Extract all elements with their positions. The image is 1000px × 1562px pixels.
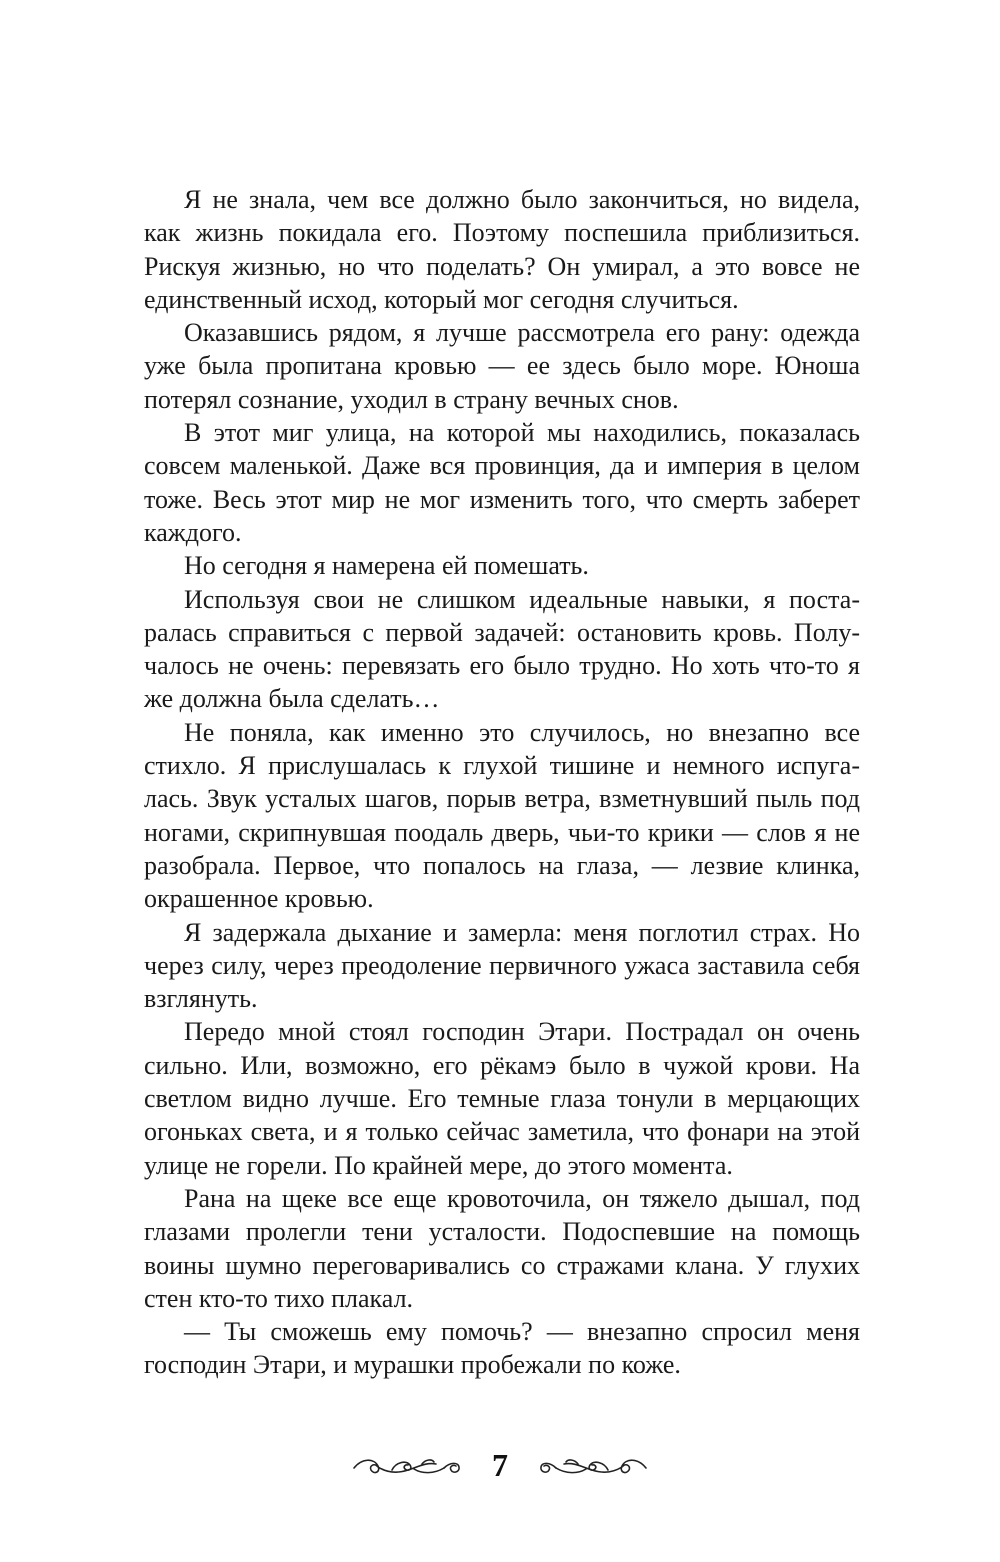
paragraph: В этот миг улица, на которой мы находились, показалась совсем маленькой. Даже вся провинция, да и империя в целом тоже. Весь этот мир не мог изменить того, что смерть заберет каждого. bbox=[144, 418, 860, 547]
paragraph: — Ты сможешь ему помочь? — внезапно спросил меня господин Этари, и мурашки пробежали по коже. bbox=[144, 1317, 860, 1380]
paragraph: Рана на щеке все еще кровоточила, он тяжело дышал, под глазами пролегли тени усталости. Подоспевшие на помощь воины шумно переговаривались со стражами клана. У глухих стен кто-то тихо плакал. bbox=[144, 1183, 860, 1313]
body-text bbox=[144, 183, 860, 1382]
paragraph: Не поняла, как именно это случилось, но внезапно все стихло. Я прислушалась к глухой тишине и немного испугалась. Звук усталых шагов, порыв ветра, взметнувший пыль под ногами, скрипнувшая поодаль дверь, чьи-то крики — слов я не разобрала. Первое, что попалось на глаза, — лезвие клинка, окрашенное кровью. bbox=[144, 717, 860, 914]
paragraph: Оказавшись рядом, я лучше рассмотрела его рану: одежда уже была пропитана кровью — ее здесь было море. Юноша потерял сознание, уходил в страну вечных снов. bbox=[144, 318, 860, 414]
page-number: 7 bbox=[492, 1447, 508, 1483]
paragraph: Я не знала, чем все должно было закончиться, но видела, как жизнь покидала его. Поэтому поспешила приблизиться. Рискуя жизнью, но что поделать? Он умирал, а это вовсе не единственный исход, который мог сегодня случиться. bbox=[144, 185, 860, 314]
flourish-left-icon bbox=[352, 1450, 462, 1480]
flourish-right-icon bbox=[538, 1450, 648, 1480]
page-footer bbox=[0, 1440, 1000, 1490]
paragraph: Передо мной стоял господин Этари. Пострадал он очень сильно. Или, возможно, его рёкамэ было в чужой крови. На светлом видно лучше. Его темные глаза тонули в мерцающих огоньках света, и я только сейчас заметила, что фонари на этой улице не горели. По крайней мере, до этого момента. bbox=[144, 1017, 860, 1180]
paragraph: Используя свои не слишком идеальные навыки, я постаралась справиться с первой задачей: остановить кровь. Получалось не очень: перевязать его было трудно. Но хоть что-то я же должна была сделать… bbox=[144, 584, 860, 714]
paragraph: Я задержала дыхание и замерла: меня поглотил страх. Но через силу, через преодоление первичного ужаса заставила себя взглянуть. bbox=[144, 917, 860, 1014]
paragraph: Но сегодня я намерена ей помешать. bbox=[184, 551, 589, 581]
